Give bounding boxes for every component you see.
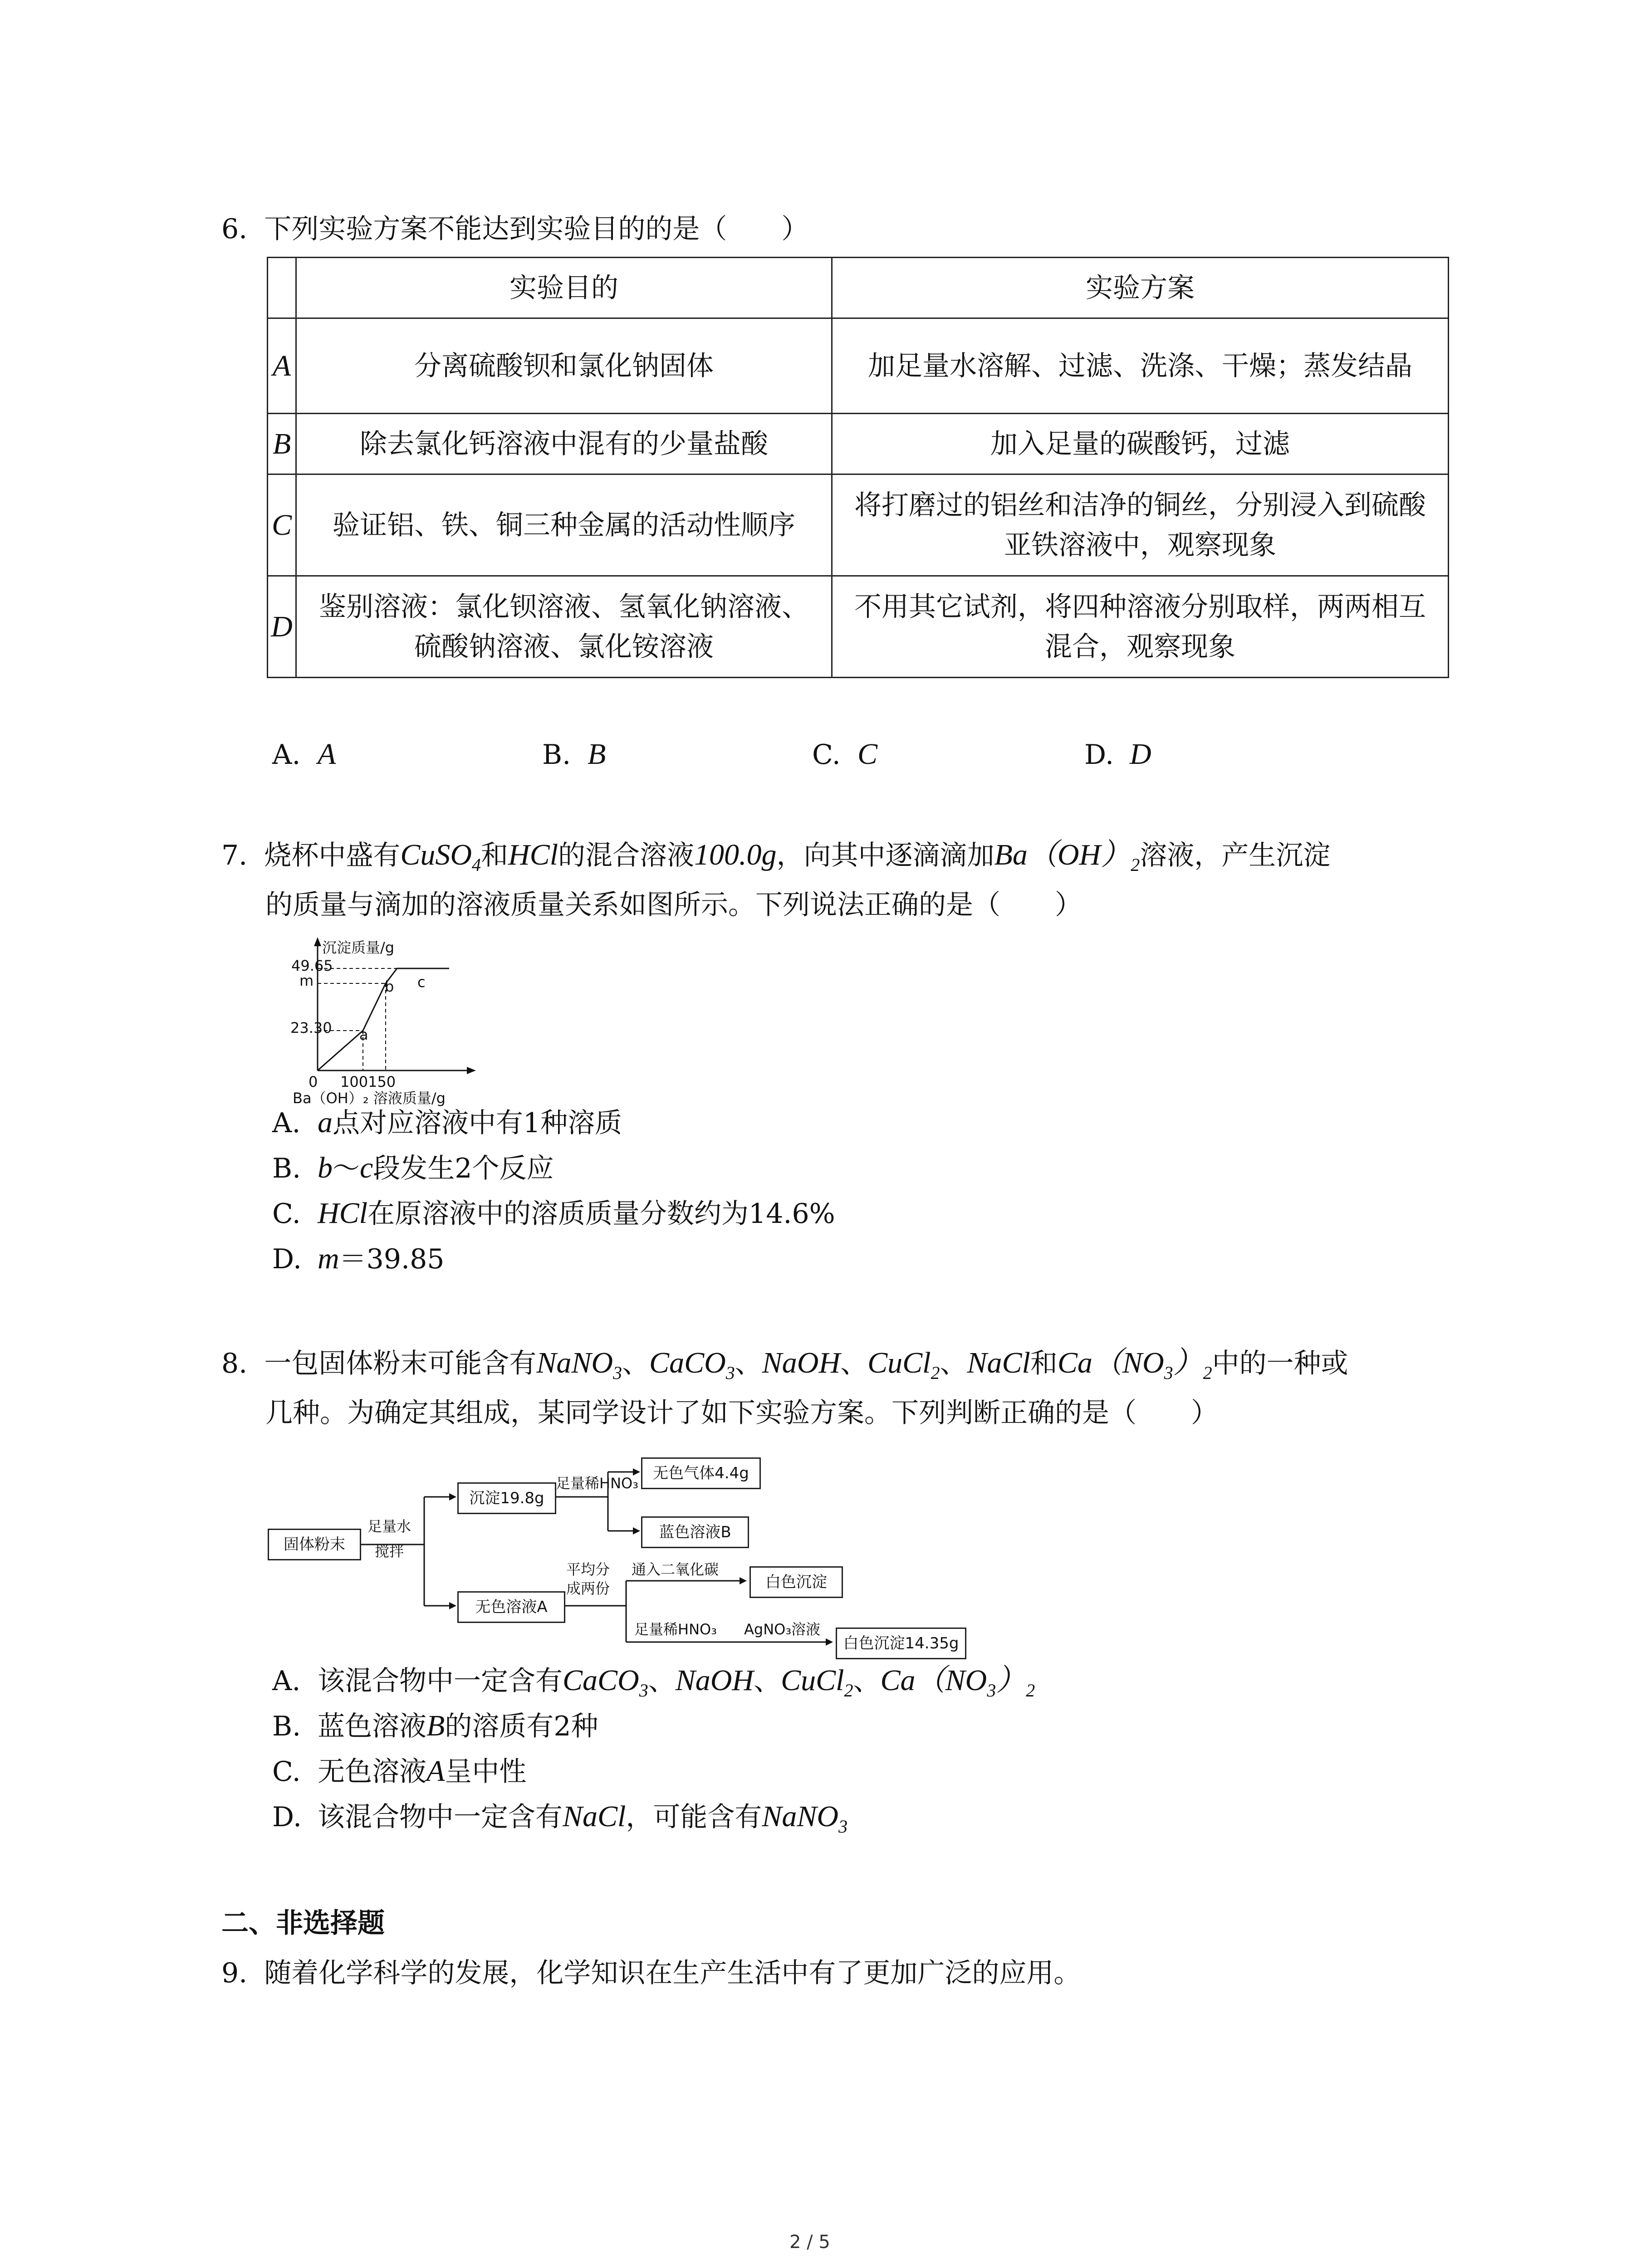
goal-cell: 除去氯化钙溶液中混有的少量盐酸: [296, 414, 832, 474]
box-precipitate: 沉淀19.8g: [457, 1482, 556, 1514]
goal-cell: 分离硫酸钡和氯化钠固体: [296, 318, 832, 414]
option-b[interactable]: B. b～c段发生2个反应: [272, 1151, 554, 1184]
option-b[interactable]: B. 蓝色溶液B的溶质有2种: [272, 1709, 598, 1742]
label-co2: 通入二氧化碳: [632, 1561, 719, 1578]
label-dilute-hno3-2: 足量稀HNO₃: [634, 1621, 717, 1638]
plan-cell: 将打磨过的铝丝和洁净的铜丝，分别浸入到硫酸亚铁溶液中，观察现象: [832, 474, 1449, 576]
label-split: 平均分: [566, 1561, 610, 1578]
option-a[interactable]: A. 该混合物中一定含有CaCO$_3$、NaOH、CuCl$_2$、$Ca(NO_3)_2$: [272, 1664, 1035, 1701]
label-stir: 搅拌: [375, 1543, 404, 1560]
row-label: C: [268, 474, 296, 576]
row-label: A: [268, 318, 296, 414]
goal-cell: 验证铝、铁、铜三种金属的活动性顺序: [296, 474, 832, 576]
question-8-stem-line2: 几种。为确定其组成，某同学设计了如下实验方案。下列判断正确的是（ ）: [265, 1397, 1218, 1429]
question-9-stem: 9. 随着化学科学的发展，化学知识在生产生活中有了更加广泛的应用。: [221, 1957, 1081, 1989]
box-colorless-gas: 无色气体4.4g: [641, 1457, 761, 1489]
question-number: 6.: [221, 213, 248, 245]
label-two-parts: 成两份: [566, 1580, 610, 1597]
plan-cell: 不用其它试剂，将四种溶液分别取样，两两相互混合，观察现象: [832, 576, 1449, 678]
table-row: [268, 318, 1449, 414]
box-solution-a: 无色溶液A: [457, 1591, 565, 1623]
section-title: 二、非选择题: [221, 1907, 385, 1939]
y-axis-arrow: [314, 937, 321, 946]
formula-nano3: NaNO$_3$: [536, 1346, 622, 1383]
formula-baoh2: $Ba(OH)_2$: [994, 838, 1140, 875]
tick-y-49-65: 49.65: [291, 957, 333, 974]
table-header-cell: 实验方案: [832, 258, 1449, 318]
x-axis-arrow: [467, 1067, 476, 1074]
formula-cuso4: CuSO$_4$: [400, 838, 481, 875]
table-header-cell: [268, 258, 296, 318]
experiment-table: [267, 257, 1449, 678]
formula-hcl: HCl: [508, 838, 558, 871]
option-a[interactable]: A. A: [272, 738, 336, 771]
x-axis-title: Ba（OH）₂ 溶液质量/g: [293, 1090, 446, 1107]
box-solid-powder: 固体粉末: [268, 1529, 361, 1560]
goal-cell: 鉴别溶液：氯化钡溶液、氢氧化钠溶液、硫酸钠溶液、氯化铵溶液: [296, 576, 832, 678]
option-d[interactable]: D. D: [1084, 738, 1151, 771]
page-number: 2 / 5: [789, 2232, 830, 2253]
row-label: D: [268, 576, 296, 678]
label-water: 足量水: [367, 1518, 411, 1535]
box-white-precipitate-14-35: 白色沉淀14.35g: [836, 1628, 966, 1659]
point-label-b: b: [385, 978, 394, 995]
point-label-c: c: [417, 973, 426, 991]
precipitate-chart: [290, 934, 508, 1107]
question-6-stem: [221, 206, 808, 252]
option-c[interactable]: C. HCl在原溶液中的溶质质量分数约为14.6%: [272, 1197, 835, 1230]
option-d[interactable]: D. m＝39.85: [272, 1242, 445, 1275]
table-row: [268, 576, 1449, 678]
tick-x-0: 0: [309, 1073, 318, 1090]
formula-cano32: $Ca(NO_3)_2$: [1057, 1346, 1212, 1383]
box-blue-solution: 蓝色溶液B: [641, 1516, 749, 1548]
row-label: B: [268, 414, 296, 474]
mass-value: 100.0g: [694, 838, 777, 871]
plan-cell: 加足量水溶解、过滤、洗涤、干燥；蒸发结晶: [832, 318, 1449, 414]
option-a[interactable]: A. a点对应溶液中有1种溶质: [272, 1106, 622, 1139]
table-row: [268, 414, 1449, 474]
y-axis-title: 沉淀质量/g: [322, 939, 395, 956]
tick-x-100-150: 100150: [340, 1073, 396, 1090]
question-7-stem-line1: 7. 烧杯中盛有CuSO$_4$和HCl的混合溶液100.0g，向其中逐滴滴加$Ba(OH)_2$溶液，产生沉淀: [221, 838, 1331, 875]
table-row: [268, 474, 1449, 576]
table-header-cell: 实验目的: [296, 258, 832, 318]
question-8-stem-line1: 8. 一包固体粉末可能含有NaNO$_3$、CaCO$_3$、NaOH、CuCl$_2$、NaCl和$Ca(NO_3)_2$中的一种或: [221, 1346, 1348, 1383]
option-c[interactable]: C. 无色溶液A呈中性: [272, 1755, 527, 1788]
option-b[interactable]: B. B: [542, 738, 606, 771]
plan-cell: 加入足量的碳酸钙，过滤: [832, 414, 1449, 474]
option-d[interactable]: D. 该混合物中一定含有NaCl，可能含有NaNO$_3$: [272, 1800, 848, 1837]
tick-y-23-30: 23.30: [290, 1019, 332, 1036]
formula-nacl: NaCl: [967, 1346, 1030, 1379]
table-header-row: [268, 258, 1449, 318]
option-c[interactable]: C. C: [812, 738, 878, 771]
formula-caco3: CaCO$_3$: [649, 1346, 735, 1383]
formula-naoh: NaOH: [762, 1346, 841, 1379]
label-dilute-hno3: 足量稀HNO₃: [556, 1475, 639, 1492]
tick-y-m: m: [299, 972, 314, 989]
question-text: 下列实验方案不能达到实验目的的是（ ）: [264, 213, 809, 245]
label-agno3: AgNO₃溶液: [744, 1621, 821, 1638]
formula-cucl2: CuCl$_2$: [867, 1346, 940, 1383]
point-label-a: a: [359, 1026, 368, 1043]
question-7-stem-line2: 的质量与滴加的溶液质量关系如图所示。下列说法正确的是（ ）: [265, 889, 1082, 921]
box-white-precipitate: 白色沉淀: [749, 1566, 843, 1598]
